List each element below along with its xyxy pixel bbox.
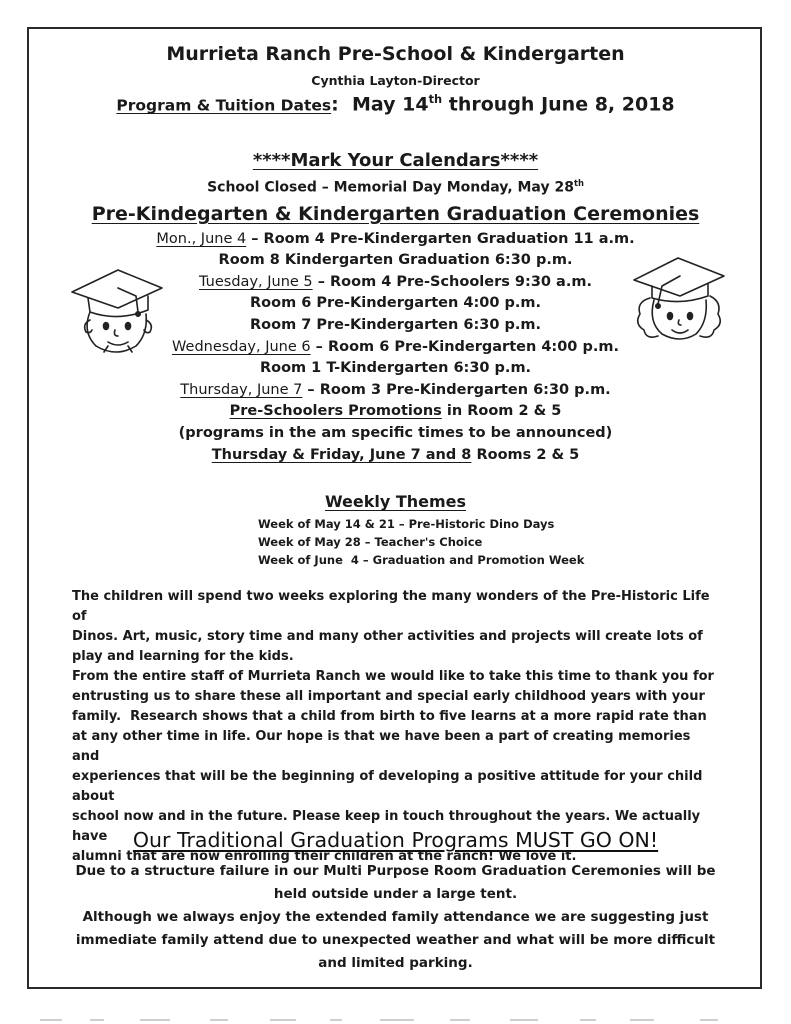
- dino-paragraph: [72, 587, 720, 667]
- schedule-line: [0, 425, 791, 441]
- ceremonies-heading-text: Pre-Kindegarten & Kindergarten Graduation Ceremonies: [91, 203, 700, 225]
- schedule-day: Mon., June 4: [156, 231, 247, 247]
- closed-text: School Closed – Memorial Day Monday, May 28: [207, 179, 574, 196]
- school-closed-line: [0, 178, 791, 196]
- theme-item: Week of May 28 – Teacher's Choice: [258, 535, 483, 549]
- schedule-text: in Room 2 & 5: [441, 403, 562, 419]
- dates-text-1: May 14: [352, 93, 429, 116]
- themes-heading: [0, 492, 791, 511]
- schedule-day: Wednesday, June 6: [172, 339, 311, 355]
- paragraph-line: play and learning for the kids.: [72, 649, 294, 664]
- notice-line: held outside under a large tent.: [273, 886, 518, 902]
- paragraph-line: school now and in the future. Please keep in touch throughout the years. We actually have: [72, 809, 701, 844]
- graduate-girl-icon: [628, 252, 728, 348]
- schedule-line: [0, 360, 791, 376]
- school-name: Murrieta Ranch Pre-School & Kindergarten: [166, 43, 625, 65]
- theme-item: Week of May 14 & 21 – Pre-Historic Dino Days: [258, 517, 555, 531]
- schedule-text: – Room 4 Pre-Kindergarten Graduation 11 a.m.: [246, 231, 635, 247]
- closed-sup: th: [573, 178, 584, 188]
- notice-heading: [0, 828, 791, 852]
- schedule-day: Thursday, June 7: [180, 382, 303, 398]
- notice-body: [65, 860, 726, 975]
- schedule-line: [0, 382, 791, 398]
- paragraph-line: experiences that will be the beginning of developing a positive attitude for your child about: [72, 769, 703, 804]
- schedule-text: Room 6 Pre-Kindergarten 4:00 p.m.: [250, 295, 541, 311]
- paragraph-line: entrusting us to share these all important and special early childhood years with your: [72, 689, 705, 704]
- theme-item: Week of June 4 – Graduation and Promotion Week: [258, 553, 585, 567]
- schedule-text: – Room 4 Pre-Schoolers 9:30 a.m.: [312, 274, 592, 290]
- paragraph-line: From the entire staff of Murrieta Ranch we would like to take this time to thank you for: [72, 669, 714, 684]
- schedule-line: [0, 231, 791, 247]
- paragraph-line: Dinos. Art, music, story time and many other activities and projects will create lots of: [72, 629, 703, 644]
- dates-sup: th: [428, 92, 443, 106]
- director-line: Cynthia Layton-Director: [311, 73, 480, 88]
- themes-list: [258, 515, 584, 569]
- schedule-text: Room 7 Pre-Kindergarten 6:30 p.m.: [250, 317, 541, 333]
- dates-text-2: through June 8, 2018: [442, 93, 675, 116]
- notice-line: immediate family attend due to unexpected weather and what will be more difficult: [75, 932, 716, 948]
- schedule-line: [0, 403, 791, 419]
- ceremonies-heading: [0, 203, 791, 225]
- notice-line: Although we always enjoy the extended family attendance we are suggesting just: [82, 909, 709, 925]
- scan-marks: [0, 1016, 791, 1024]
- schedule-day: Pre-Schoolers Promotions: [229, 403, 442, 419]
- graduate-boy-icon: [68, 262, 164, 356]
- paragraph-line: at any other time in life. Our hope is that we have been a part of creating memories and: [72, 729, 691, 764]
- dates-colon: :: [331, 93, 339, 116]
- program-dates: [0, 92, 791, 115]
- dates-label: Program & Tuition Dates: [116, 96, 332, 115]
- paragraph-line: alumni that are now enrolling their children at the ranch! We love it.: [72, 849, 577, 864]
- calendar-heading: [0, 150, 791, 171]
- schedule-day: Tuesday, June 5: [199, 274, 313, 290]
- paragraph-line: family. Research shows that a child from birth to five learns at a more rapid rate than: [72, 709, 707, 724]
- paragraph-line: The children will spend two weeks exploring the many wonders of the Pre-Historic Life of: [72, 589, 710, 624]
- schedule-line: [0, 447, 791, 463]
- schedule-text: Room 1 T-Kindergarten 6:30 p.m.: [259, 360, 532, 376]
- notice-heading-text: Our Traditional Graduation Programs MUST GO ON!: [132, 828, 659, 852]
- schedule-text: (programs in the am specific times to be announced): [178, 425, 613, 441]
- notice-line: Due to a structure failure in our Multi Purpose Room Graduation Ceremonies will be: [75, 863, 716, 879]
- schedule-text: Rooms 2 & 5: [471, 447, 580, 463]
- schedule-text: – Room 3 Pre-Kindergarten 6:30 p.m.: [302, 382, 611, 398]
- themes-heading-text: Weekly Themes: [324, 492, 467, 511]
- schedule-text: Room 8 Kindergarten Graduation 6:30 p.m.: [218, 252, 573, 268]
- notice-line: and limited parking.: [318, 955, 473, 971]
- schedule-text: – Room 6 Pre-Kindergarten 4:00 p.m.: [310, 339, 619, 355]
- schedule-day: Thursday & Friday, June 7 and 8: [211, 447, 472, 463]
- calendar-heading-text: ****Mark Your Calendars****: [252, 150, 539, 171]
